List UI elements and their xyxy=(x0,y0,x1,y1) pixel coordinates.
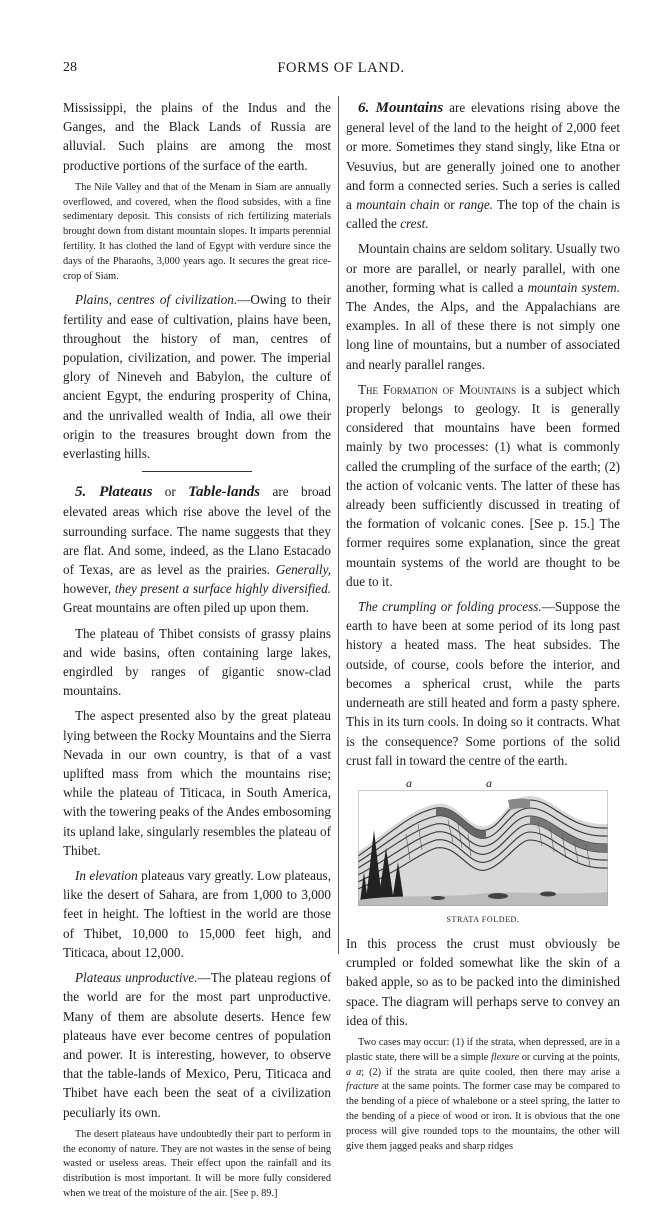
section-divider xyxy=(142,471,252,472)
paragraph-aspect: The aspect presented also by the great plateau lying between the Rocky Mountains and the Sierra Nevada in our own country, is that of a vast uplifted mass from which the mountains rise; while the plateau of Titicaca, in South America, with the towering peaks of the Andes embosoming its upland lake, singularly resembles the plateau of Thibet. xyxy=(63,708,331,858)
strata-folded-figure xyxy=(358,776,608,924)
right-column xyxy=(346,98,620,1160)
figure-label-a-right: a xyxy=(486,775,492,790)
running-title: FORMS OF LAND. xyxy=(277,60,405,76)
paragraph-lead: Plains, centres of civilization. xyxy=(75,292,238,308)
formation-heading: The Formation of Mountains xyxy=(358,381,517,397)
left-column xyxy=(63,98,331,1208)
paragraph-formation: The Formation of Mountains is a subject which properly belongs to geology. It is generally considered that mountains have been formed mainly by two processes: (1) what is commonly called the crumpling of the surface of the earth; (2) the action of volcanic vents. The latter of these has already been sufficiently discussed in treating of the formation of volcanic cones. [See p. 15.] The former requires some explanation, since the great mountain systems of the world are thought to be due to it. xyxy=(346,381,620,589)
paragraph-mountain-systems: Mountain chains are seldom solitary. Usually two or more are parallel, or nearly parallel, with one another, forming what is called a mountain system. The Andes, the Alps, and the Appalachians are examples. In all of these there is not simply one long line of mountains, but a number of associated and nearly parallel ranges. xyxy=(346,241,621,372)
page-number: 28 xyxy=(63,60,77,75)
figure-labels xyxy=(358,776,608,790)
paragraph-thibet: The plateau of Thibet consists of grassy plains and wide basins, often containing large lakes, engirdled by ranges of gigantic snow-clad mountains. xyxy=(63,625,331,699)
paragraph-crust-folded: In this process the crust must obviously be crumpled or folded somewhat like the skin of a baked apple, so as to be packed into the diminished space. The diagram will perhaps serve to convey an idea of this. xyxy=(346,935,620,1028)
paragraph-elevation: In elevation plateaus vary greatly. Low plateaus, like the desert of Sahara, are from 1,000 to 3,000 feet in height. The loftiest in the world are those of Thibet, 10,000 to 15,000 feet high, and Titicaca, about 12,000. xyxy=(63,868,331,960)
paragraph-plains-civilization: Plains, centres of civilization.—Owing to their fertility and ease of cultivation, plains have been, throughout the history of man, centres of population, civilization, and power. The imperial glory of Nineveh and Babylon, the culture of ancient Egypt, the enduring prosperity of China, and the unrivalled wealth of India, all owe their origin to the treasures brought down from the everlasting hills. xyxy=(63,292,332,462)
paragraph-unproductive: Plateaus unproductive.—The plateau regions of the world are for the most part unproductive. Many of them are absolute deserts. Hence few plateaus have ever become centres of population and power. It is interesting, however, to observe that the table-lands of Mexico, Peru, Titicaca and Thibet have each been the seat of a civilization peculiarly its own. xyxy=(63,970,331,1120)
strata-engraving xyxy=(358,790,608,906)
section-plateaus: 5. Plateaus or Table-lands are broad elevated areas which rise above the level of the surrounding surface. The name suggests that they are flat. And some, indeed, as the Llano Estacado of Texas, are as level as the prairies. Generally, however, they present a surface highly diversified. Great mountains are often piled up upon them. xyxy=(63,484,332,616)
page-header xyxy=(63,60,619,82)
note-two-cases: Two cases may occur: (1) if the strata, when depressed, are in a plastic state, there will be a simple flexure or curving at the points, a a; (2) if the strata are quite cooled, then there may arise a fracture at the same points. The former case may be compared to the bending of a piece of whalebone or a steel spring, the latter to the bending of a piece of wood or iron. It is obvious that the one process will give rounded tops to the mountains, the other will give them jagged peaks and sharp ridges xyxy=(346,1036,620,1152)
paragraph-crumpling: The crumpling or folding process.—Suppose the earth to have been at some period of its long past history a heated mass. The heat subsides. The outside, of course, cools before the interior, and becomes a spherical crust, while the parts underneath are still heated and form a pasty sphere. This in its turn cools. In doing so it contracts. What is the consequence? Some portions of the solid crust fall in toward the centre of the earth. xyxy=(346,599,620,768)
paragraph-plains-alluvial: Mississippi, the plains of the Indus and the Ganges, and the Black Lands of Russia are alluvial. Such plains are among the most productive portions of the surface of the earth. xyxy=(63,100,331,173)
section-heading-tablelands: Table-lands xyxy=(188,484,261,501)
figure-caption: STRATA FOLDED. xyxy=(446,914,520,924)
figure-label-a-left: a xyxy=(406,775,412,790)
section-heading-plateaus: 5. Plateaus xyxy=(75,484,153,501)
note-nile-valley: The Nile Valley and that of the Menam in Siam are annually overflowed, and covered, when the flood subsides, with a fine sedimentary deposit. This consists of rich fertilizing materials brought down from distant mountain slopes. It imparts perennial fertility. It has clothed the land of Egypt with verdure since the days of the Pharaohs, 3,000 years ago. It secures the great rice-crop of Siam. xyxy=(63,181,331,282)
column-rule xyxy=(338,96,339,954)
note-desert-plateaus: The desert plateaus have undoubtedly their part to perform in the economy of nature. They are not wastes in the sense of being wasted or useless areas. Their effect upon the rainfall and its distribution is most important. It will be more fully considered when we treat of the moisture of the air. [See p. 89.] xyxy=(63,1128,331,1199)
section-mountains: 6. Mountains are elevations rising above the general level of the land to the height of 2,000 feet or more. Sometimes they stand singly, like Etna or Vesuvius, but are generally joined one to another and form a connected series. Such a series is called a mountain chain or range. The top of the chain is called the crest. xyxy=(346,100,620,232)
section-heading-mountains: 6. Mountains xyxy=(358,100,444,116)
